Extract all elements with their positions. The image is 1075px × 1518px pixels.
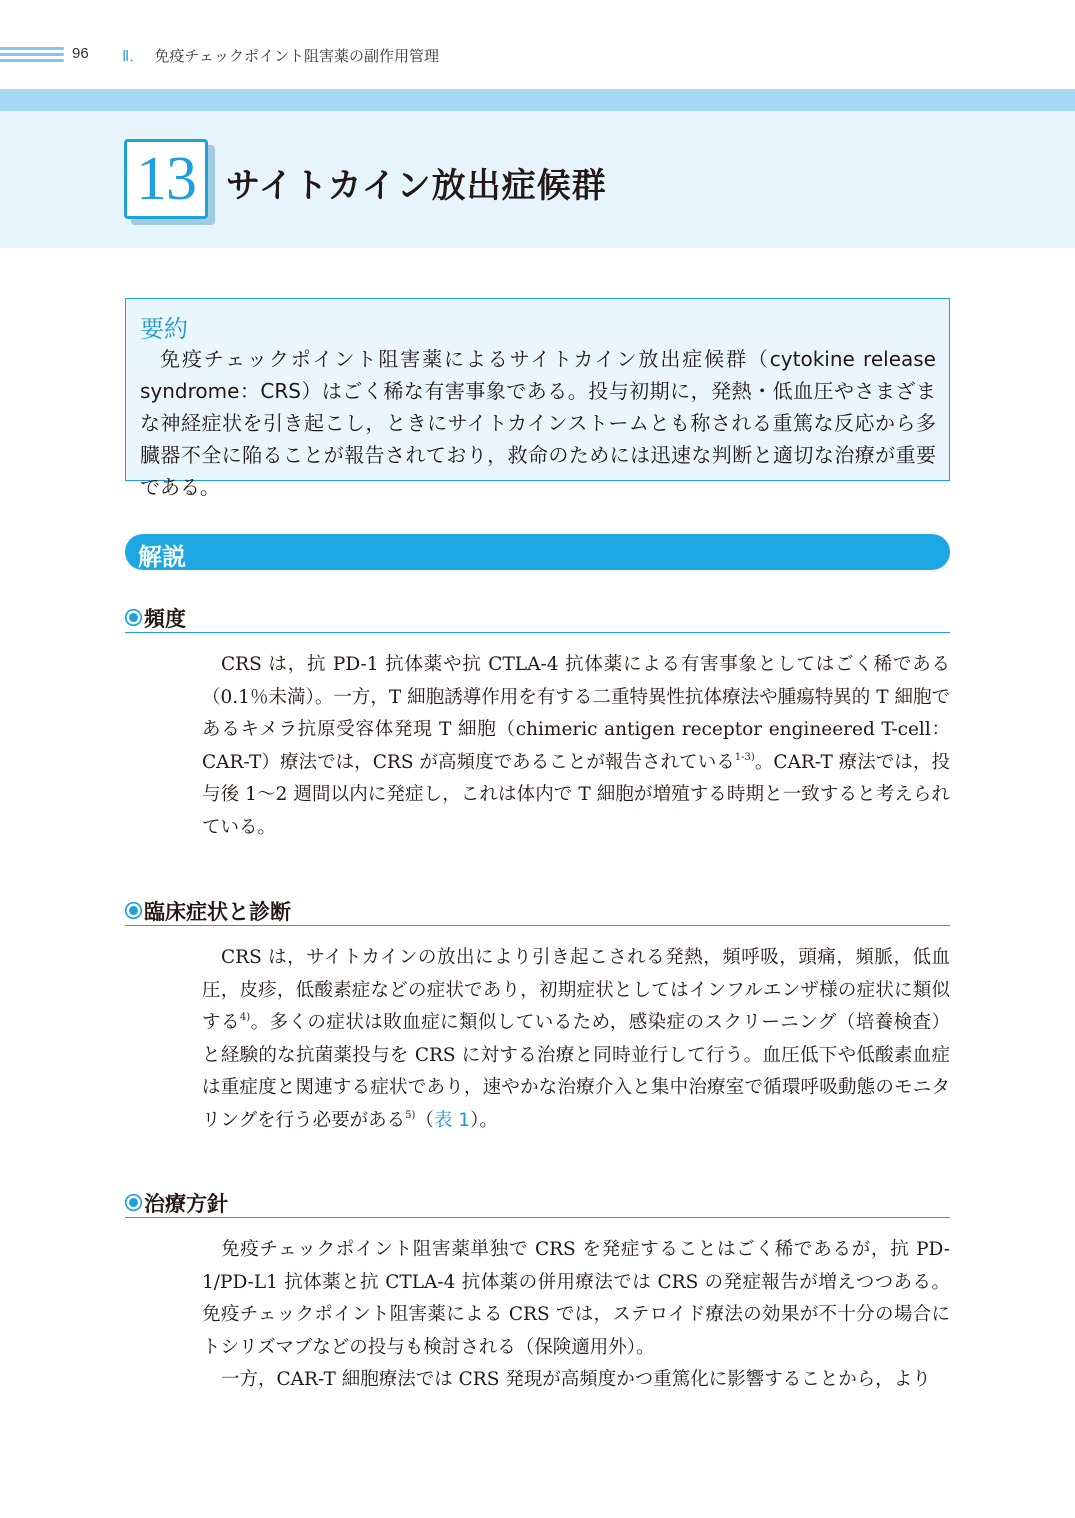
bullet-icon <box>127 611 141 625</box>
summary-text: 免疫チェックポイント阻害薬によるサイトカイン放出症候群（cytokine release syndrome：CRS）はごく稀な有害事象である。投与初期に，発熱・低血圧やさまざまな神経症状を引き起こし，ときにサイトカインストームとも称される重篤な反応から多臓器不全に陥ることが報告されており，救命のためには迅速な判断と適切な治療が重要である。 <box>140 347 936 499</box>
summary-heading: 要約 <box>140 315 188 343</box>
section-heading-frequency <box>125 601 950 633</box>
section-title: 治療方針 <box>144 1192 228 1216</box>
treatment-paragraph-1: 免疫チェックポイント阻害薬単独で CRS を発症することはごく稀であるが，抗 PD-1/PD-L1 抗体薬と抗 CTLA-4 抗体薬の併用療法では CRS の発症報告が増えつつある。免疫チェックポイント阻害薬による CRS では，ステロイド療法の効果が不十分の場合にトシリズマブなどの投与も検討される（保険適用外）。 <box>202 1239 950 1358</box>
bullet-icon <box>127 904 141 918</box>
treatment-paragraph-2: 一方，CAR-T 細胞療法では CRS 発現が高頻度かつ重篤化に影響することから，より <box>221 1369 931 1390</box>
commentary-banner <box>125 534 950 570</box>
paragraph-text: （ <box>415 1109 434 1131</box>
summary-box <box>125 298 950 499</box>
part-title: 免疫チェックポイント阻害薬の副作用管理 <box>154 47 439 65</box>
paragraph-text: CRS は，サイトカインの放出により引き起こされる発熱，頻呼吸，頭痛，頻脈，低血圧，皮疹，低酸素症などの症状であり，初期症状としてはインフルエンザ様の症状に類似する <box>202 947 950 1034</box>
citation: 4) <box>239 1012 251 1024</box>
section-heading-symptoms <box>125 894 950 926</box>
commentary-label: 解説 <box>138 543 186 571</box>
symptoms-paragraph <box>202 942 950 1138</box>
chapter-band-top <box>0 89 1075 111</box>
chapter-number-box <box>124 139 208 219</box>
frequency-paragraph <box>202 649 950 845</box>
bullet-icon <box>127 1196 141 1210</box>
page-number: 96 <box>72 45 89 62</box>
running-header-title <box>122 45 439 66</box>
section-title: 頻度 <box>144 607 186 631</box>
citation: 1-3) <box>734 751 755 763</box>
citation: 5) <box>405 1109 416 1121</box>
chapter-title: サイトカイン放出症候群 <box>226 166 607 206</box>
paragraph-text: ）。 <box>470 1109 498 1131</box>
paragraph-text: CRS は，抗 PD-1 抗体薬や抗 CTLA-4 抗体薬による有害事象としてはごく稀である（0.1％未満）。一方，T 細胞誘導作用を有する二重特異性抗体療法や腫瘍特異的 T 細胞であるキメラ抗原受容体発現 T 細胞（chimeric antigen receptor engineered T-cell：CAR-T）療法では，CRS が高頻度であることが報告されている <box>202 654 950 773</box>
section-title: 臨床症状と診断 <box>144 900 291 924</box>
part-number: Ⅱ． <box>122 49 145 65</box>
table-link[interactable]: 表 1 <box>433 1109 471 1131</box>
section-heading-treatment <box>125 1186 950 1218</box>
header-decoration-bars <box>0 44 64 66</box>
paragraph-text: 。多くの症状は敗血症に類似しているため，感染症のスクリーニング（培養検査）と経験的な抗菌薬投与を CRS に対する治療と同時並行して行う。血圧低下や低酸素血症は重症度と関連する症状であり，速やかな治療介入と集中治療室で循環呼吸動態のモニタリングを行う必要がある <box>202 1012 950 1131</box>
paragraph-text: 。CAR-T 療法では，投与後 1〜2 週間以内に発症し，これは体内で T 細胞が増殖する時期と一致すると考えられている。 <box>202 751 950 838</box>
chapter-number: 13 <box>136 145 196 213</box>
